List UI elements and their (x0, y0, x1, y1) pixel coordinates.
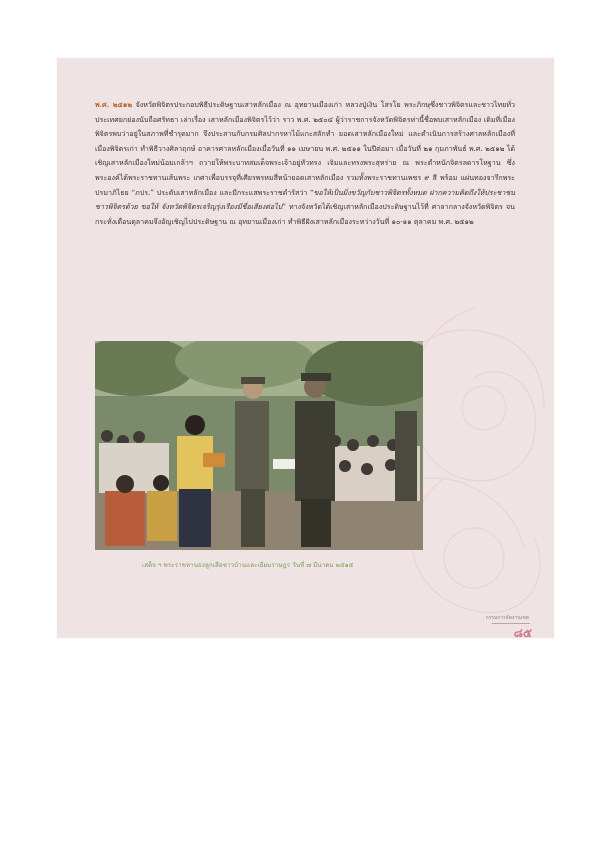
ceremony-photo (95, 341, 423, 550)
page-number: ๘๕ (513, 626, 532, 638)
lead-year: พ.ศ. ๒๕๑๒ (95, 100, 133, 109)
paragraph-text: จังหวัดพิจิตรประกอบพิธีประดิษฐานเสาหลักเมือง ณ อุทยานเมืองเก่า หลวงปู่เงิน โสรโย พระภิกษุซึ่งชาวพิจิตรและชาวไทยทั่วประเทศยกย่องนับถือศรัทธา เล่าเรื่อง เสาหลักเมืองพิจิตรไว้ว่า ราว พ.ศ. ๒๕๐๔ ผู้ว่าราชการจังหวัดพิจิตรท่านี้ชื่อพบเสาหลักเมือง เดิมที่เมืองพิจิตรพบว่าอยู่ในสภาพที่ชำรุดมาก จึงประสานกับกรมศิลปากรหาไม้แกะสลักทำ ยอดเสาหลักเมืองใหม่ และดำเนินการสร้างศาลหลักเมืองที่เมืองพิจิตรเก่า ทำพิธีวางศิลาฤกษ์ อาคารศาลหลักเมืองเมื่อวันที่ ๑๑ เมษายน พ.ศ. ๒๕๑๑ ในปีต่อมา เมื่อวันที่ ๒๑ กุมภาพันธ์ พ.ศ. ๒๕๑๒ ได้เชิญเสาหลักเมืองใหม่น้อมเกล้าฯ ถวายให้พระบาทสมเด็จพระเจ้าอยู่หัวทรง เจิมและทรงพระสุหร่าย ณ พระตำหนักจิตรลดารโหฐาน ซึ่งพระองค์ได้พระราชทานเส้นพระ เกศาเพื่อบรรจุที่เศียรพรหมสี่หน้ายอดเสาหลักเมือง รวมทั้งพระราชทานเพชร ๙ สี พร้อม แผ่นทองจารึกพระปรมาภิไธย “ภปร.” ประดับเสาหลักเมือง และมีกระแสพระราชดำรัสว่า (95, 100, 515, 197)
book-page (57, 58, 554, 638)
royal-quote: “ขอให้เป็นมิ่งขวัญกับชาวพิจิตรทั้งหมด ฝากความคิดถึงให้ประชาชนชาวพิจิตรด้วย ขอให้ จังหวัดพิจิตรเจริญรุ่งเรืองมีชื่อเสียงต่อไป” (95, 187, 515, 212)
footer-label: กรรมการจัดงานเขต (485, 615, 529, 621)
photo-caption: เสด็จ ฯ พระราชทานธงลูกเสือชาวบ้านและเยี่ยมราษฎร วันที่ ๗ มีนาคม ๒๕๑๕ (142, 562, 354, 569)
body-paragraph (95, 98, 515, 229)
paragraph-text-continued: ทางจังหวัดได้เชิญเสาหลักเมืองประดิษฐานไว้ที่ ศาลากลางจังหวัดพิจิตร จนกระทั่งเดือนตุลาคมจึงอัญเชิญไปประดิษฐาน ณ อุทยานเมืองเก่า ทำพิธีฝังเสาหลักเมืองระหว่างวันที่ ๑๐-๑๑ ตุลาคม พ.ศ. ๒๕๑๒ (95, 202, 515, 226)
